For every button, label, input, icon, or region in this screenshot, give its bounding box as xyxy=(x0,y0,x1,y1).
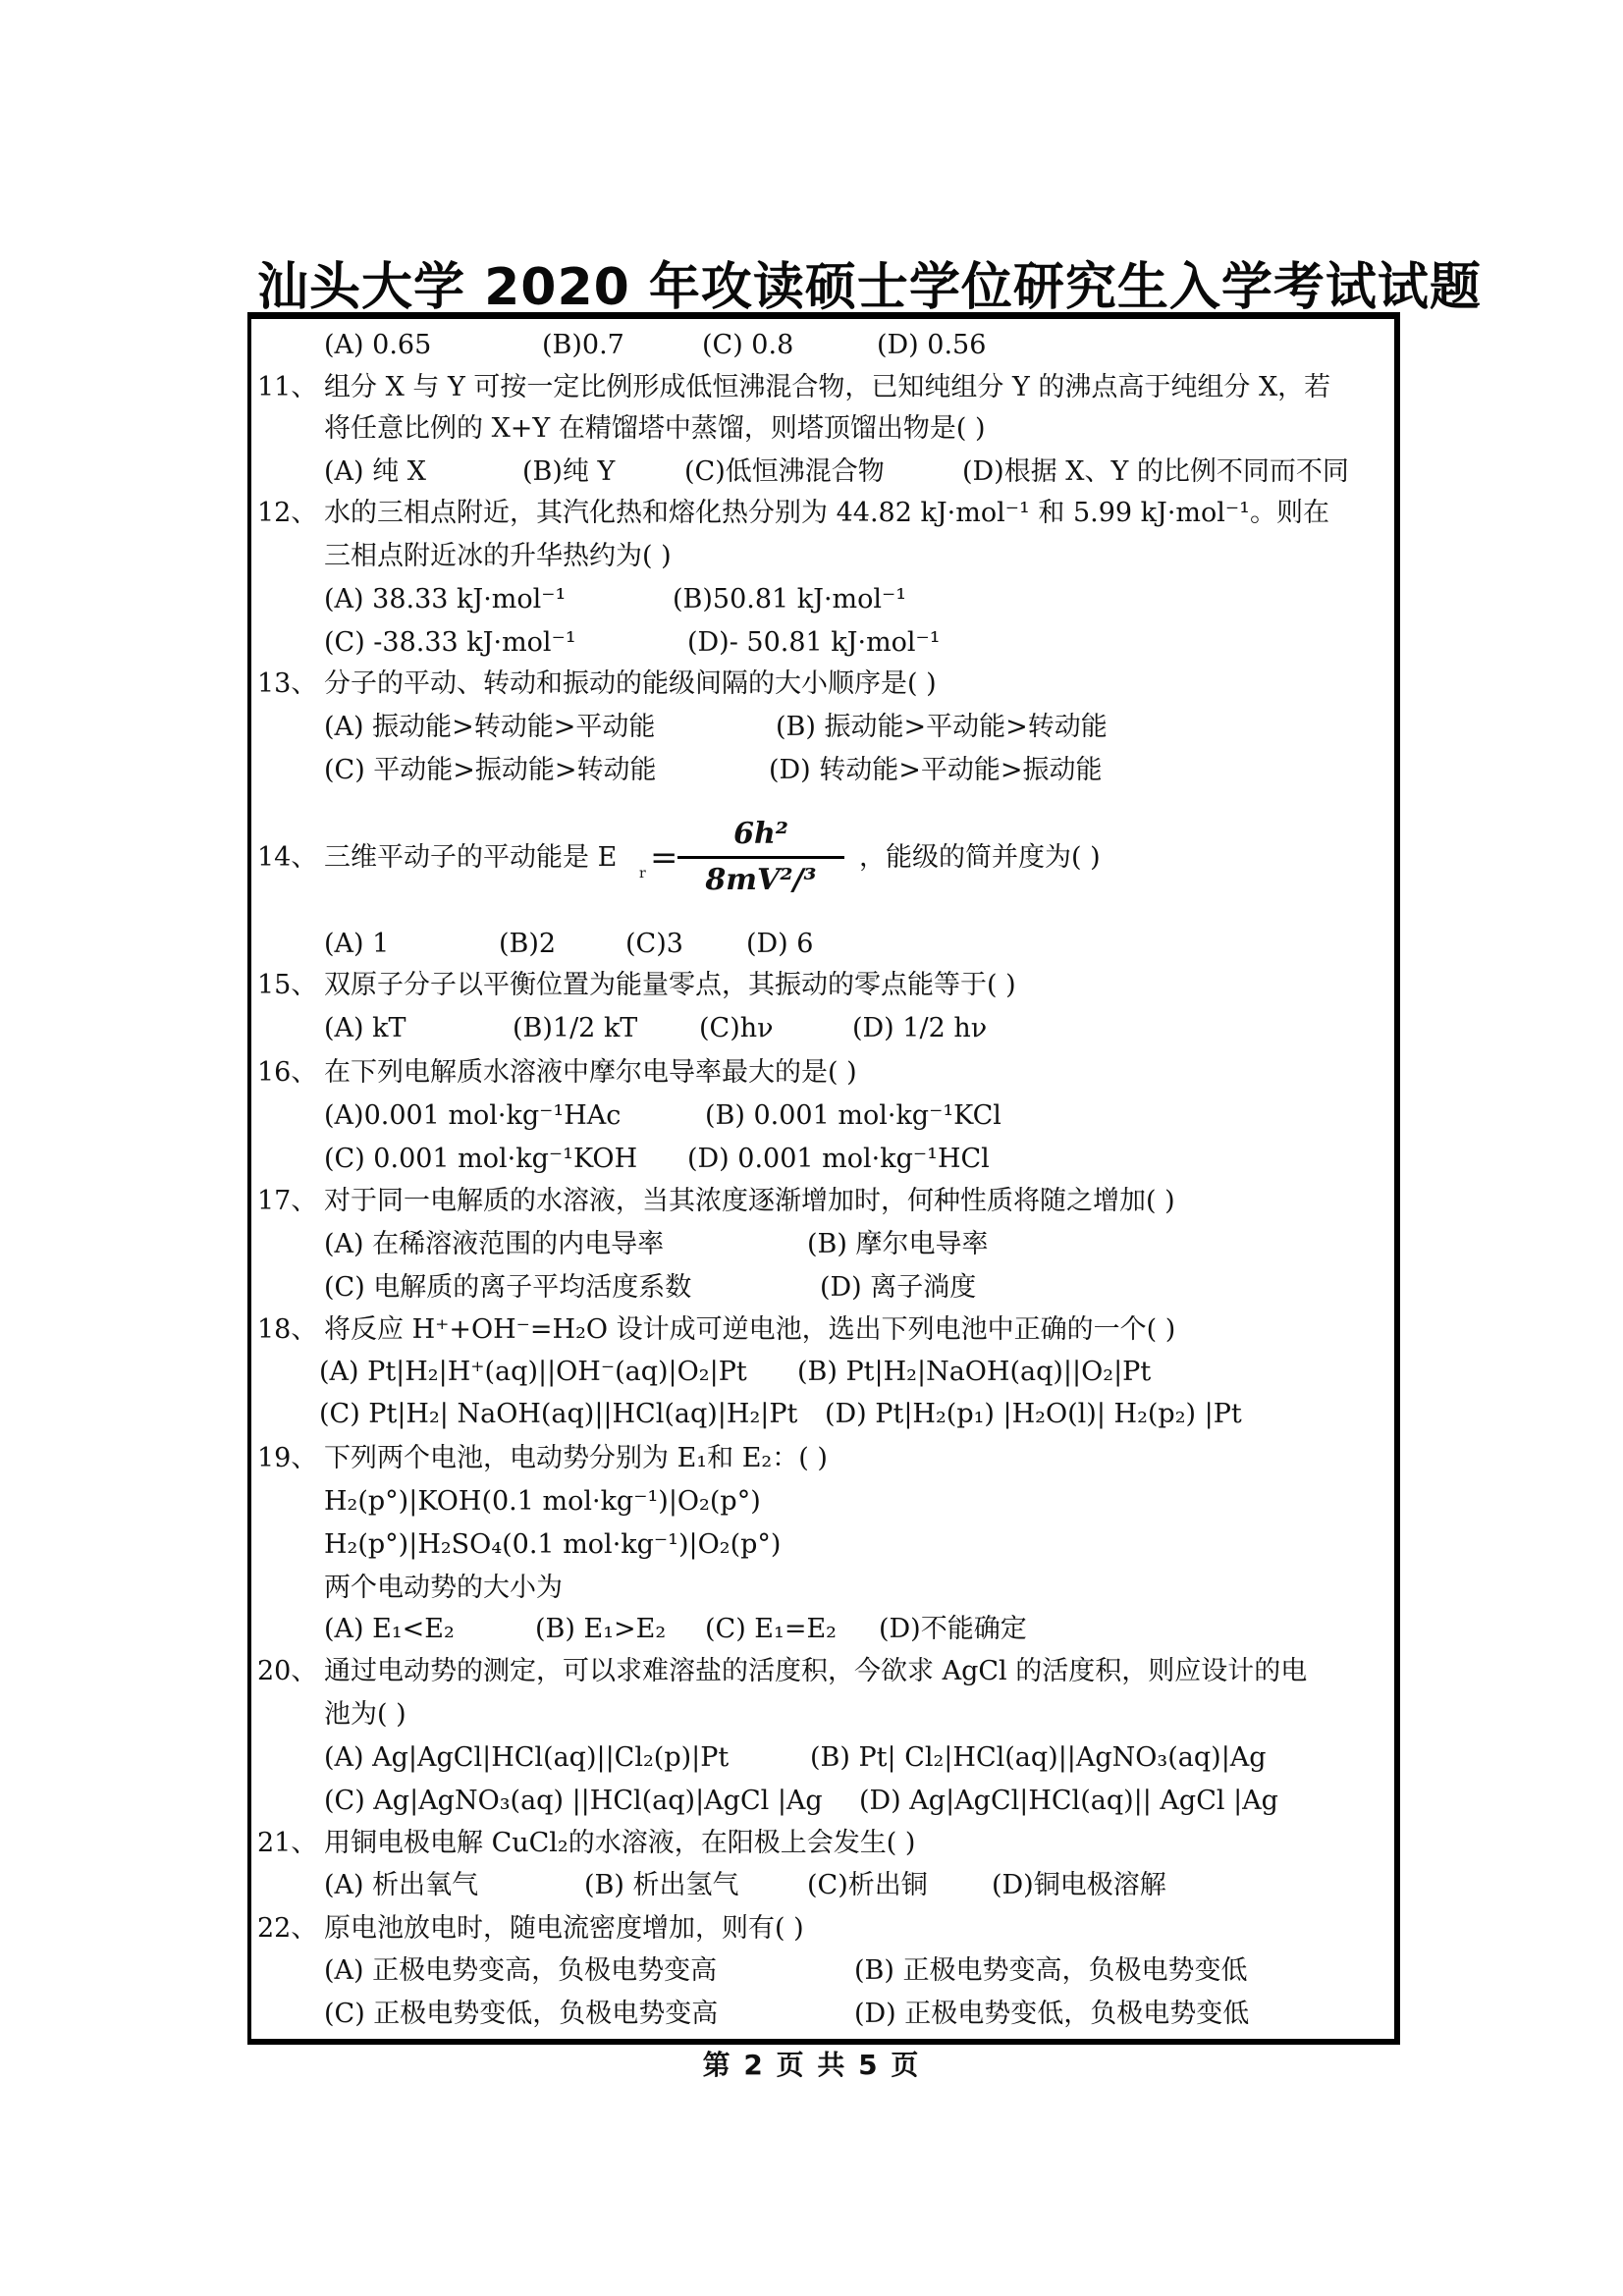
q13-option-c: (C) 平动能>振动能>转动能 xyxy=(324,755,657,785)
q16-option-d: (D) 0.001 mol·kg⁻¹HCl xyxy=(687,1144,990,1174)
q16-option-b: (B) 0.001 mol·kg⁻¹KCl xyxy=(705,1100,1001,1131)
q21-option-a: (A) 析出氧气 xyxy=(324,1870,479,1900)
q20-option-c: (C) Ag|AgNO₃(aq) ||HCl(aq)|AgCl |Ag xyxy=(324,1786,823,1816)
q12-option-b: (B)50.81 kJ·mol⁻¹ xyxy=(673,584,907,614)
exam-title: 汕头大学 2020 年攻读硕士学位研究生入学考试试题 xyxy=(257,258,1482,317)
q14-equals-sign: = xyxy=(650,838,678,878)
q16-option-a: (A)0.001 mol·kg⁻¹HAc xyxy=(324,1100,622,1131)
q15-option-d: (D) 1/2 hν xyxy=(852,1013,988,1043)
q16-stem: 在下列电解质水溶液中摩尔电导率最大的是( ) xyxy=(324,1057,857,1088)
q13-option-b: (B) 振动能>平动能>转动能 xyxy=(776,712,1108,742)
q19-stem-line4: 两个电动势的大小为 xyxy=(324,1573,563,1603)
q18-option-a: (A) Pt|H₂|H⁺(aq)||OH⁻(aq)|O₂|Pt xyxy=(319,1357,747,1387)
q22-option-c: (C) 正极电势变低，负极电势变高 xyxy=(324,1999,719,2029)
q11-option-c: (C)低恒沸混合物 xyxy=(684,456,885,487)
q19-cell-1: H₂(p°)|KOH(0.1 mol·kg⁻¹)|O₂(p°) xyxy=(324,1486,761,1517)
q17-stem: 对于同一电解质的水溶液，当其浓度逐渐增加时，何种性质将随之增加( ) xyxy=(324,1186,1175,1216)
q14-option-d: (D) 6 xyxy=(746,929,814,959)
q18-option-b: (B) Pt|H₂|NaOH(aq)||O₂|Pt xyxy=(797,1357,1152,1387)
q13-stem: 分子的平动、转动和振动的能级间隔的大小顺序是( ) xyxy=(324,668,937,699)
q22-stem: 原电池放电时，随电流密度增加，则有( ) xyxy=(324,1913,804,1944)
q15-number: 15、 xyxy=(257,970,318,1000)
q17-option-c: (C) 电解质的离子平均活度系数 xyxy=(324,1272,692,1303)
q20-option-b: (B) Pt| Cl₂|HCl(aq)||AgNO₃(aq)|Ag xyxy=(810,1742,1267,1773)
q11-option-a: (A) 纯 X xyxy=(324,456,426,487)
q12-option-d: (D)- 50.81 kJ·mol⁻¹ xyxy=(687,627,941,658)
q15-option-b: (B)1/2 kT xyxy=(513,1013,638,1043)
q14-fraction-bar xyxy=(677,856,844,859)
q20-stem-line2: 池为( ) xyxy=(324,1699,406,1730)
q11-option-b: (B)纯 Y xyxy=(522,456,616,487)
q20-option-a: (A) Ag|AgCl|HCl(aq)||Cl₂(p)|Pt xyxy=(324,1742,730,1773)
q14-energy-subscript: r xyxy=(639,866,646,881)
q11-stem-line1: 组分 X 与 Y 可按一定比例形成低恒沸混合物，已知纯组分 Y 的沸点高于纯组分 X，若 xyxy=(324,372,1331,402)
q10-option-d: (D) 0.56 xyxy=(877,330,987,360)
q14-number: 14、 xyxy=(257,842,318,873)
q19-number: 19、 xyxy=(257,1443,318,1473)
q21-number: 21、 xyxy=(257,1828,318,1858)
q18-option-d: (D) Pt|H₂(p₁) |H₂O(l)| H₂(p₂) |Pt xyxy=(825,1399,1242,1429)
q10-option-c: (C) 0.8 xyxy=(702,330,794,360)
q11-number: 11、 xyxy=(257,372,318,402)
q14-formula-denominator: 8mV²/³ xyxy=(705,863,817,897)
page-number: 第 2 页 共 5 页 xyxy=(702,2049,921,2081)
q17-number: 17、 xyxy=(257,1186,318,1216)
q18-option-c: (C) Pt|H₂| NaOH(aq)||HCl(aq)|H₂|Pt xyxy=(319,1399,798,1429)
q19-stem-line1: 下列两个电池，电动势分别为 E₁和 E₂：( ) xyxy=(324,1443,828,1473)
q11-stem-line2: 将任意比例的 X+Y 在精馏塔中蒸馏，则塔顶馏出物是( ) xyxy=(324,413,986,444)
q14-option-a: (A) 1 xyxy=(324,929,390,959)
q22-option-a: (A) 正极电势变高，负极电势变高 xyxy=(324,1955,718,1986)
q13-number: 13、 xyxy=(257,668,318,699)
q21-option-d: (D)铜电极溶解 xyxy=(992,1870,1166,1900)
q12-number: 12、 xyxy=(257,498,318,528)
q12-stem-line1: 水的三相点附近，其汽化热和熔化热分别为 44.82 kJ·mol⁻¹ 和 5.99 kJ·mol⁻¹。则在 xyxy=(324,498,1329,528)
q18-number: 18、 xyxy=(257,1314,318,1345)
q14-option-c: (C)3 xyxy=(625,929,683,959)
q14-formula-numerator: 6h² xyxy=(733,817,788,851)
q14-formula-fraction xyxy=(677,815,844,900)
q14-stem-part2: ，能级的简并度为( ) xyxy=(859,842,1101,873)
q12-option-a: (A) 38.33 kJ·mol⁻¹ xyxy=(324,584,567,614)
q13-option-a: (A) 振动能>转动能>平动能 xyxy=(324,712,656,742)
q21-stem: 用铜电极电解 CuCl₂的水溶液，在阳极上会发生( ) xyxy=(324,1828,916,1858)
q17-option-b: (B) 摩尔电导率 xyxy=(807,1229,989,1259)
q10-option-b: (B)0.7 xyxy=(542,330,624,360)
q14-stem-part1: 三维平动子的平动能是 E xyxy=(324,842,618,873)
q19-option-a: (A) E₁<E₂ xyxy=(324,1614,455,1644)
q15-option-c: (C)hν xyxy=(699,1013,774,1043)
q20-number: 20、 xyxy=(257,1656,318,1686)
q21-option-c: (C)析出铜 xyxy=(807,1870,928,1900)
q18-stem: 将反应 H⁺+OH⁻=H₂O 设计成可逆电池，选出下列电池中正确的一个( ) xyxy=(324,1314,1176,1345)
q22-number: 22、 xyxy=(257,1913,318,1944)
q21-option-b: (B) 析出氢气 xyxy=(584,1870,739,1900)
q17-option-d: (D) 离子淌度 xyxy=(820,1272,977,1303)
q22-option-b: (B) 正极电势变高，负极电势变低 xyxy=(854,1955,1248,1986)
q15-stem: 双原子分子以平衡位置为能量零点，其振动的零点能等于( ) xyxy=(324,970,1016,1000)
q22-option-d: (D) 正极电势变低，负极电势变低 xyxy=(854,1999,1250,2029)
q11-option-d: (D)根据 X、Y 的比例不同而不同 xyxy=(962,456,1349,487)
q19-option-d: (D)不能确定 xyxy=(879,1614,1027,1644)
q17-option-a: (A) 在稀溶液范围的内电导率 xyxy=(324,1229,665,1259)
q13-option-d: (D) 转动能>平动能>振动能 xyxy=(769,755,1103,785)
q19-option-b: (B) E₁>E₂ xyxy=(535,1614,667,1644)
q12-option-c: (C) -38.33 kJ·mol⁻¹ xyxy=(324,627,576,658)
q20-stem-line1: 通过电动势的测定，可以求难溶盐的活度积，今欲求 AgCl 的活度积，则应设计的电 xyxy=(324,1656,1308,1686)
q16-option-c: (C) 0.001 mol·kg⁻¹KOH xyxy=(324,1144,638,1174)
q19-cell-2: H₂(p°)|H₂SO₄(0.1 mol·kg⁻¹)|O₂(p°) xyxy=(324,1529,782,1560)
q10-option-a: (A) 0.65 xyxy=(324,330,432,360)
q12-stem-line2: 三相点附近冰的升华热约为( ) xyxy=(324,541,672,571)
q14-option-b: (B)2 xyxy=(499,929,557,959)
q20-option-d: (D) Ag|AgCl|HCl(aq)|| AgCl |Ag xyxy=(859,1786,1278,1816)
q15-option-a: (A) kT xyxy=(324,1013,406,1043)
q19-option-c: (C) E₁=E₂ xyxy=(705,1614,837,1644)
q16-number: 16、 xyxy=(257,1057,318,1088)
